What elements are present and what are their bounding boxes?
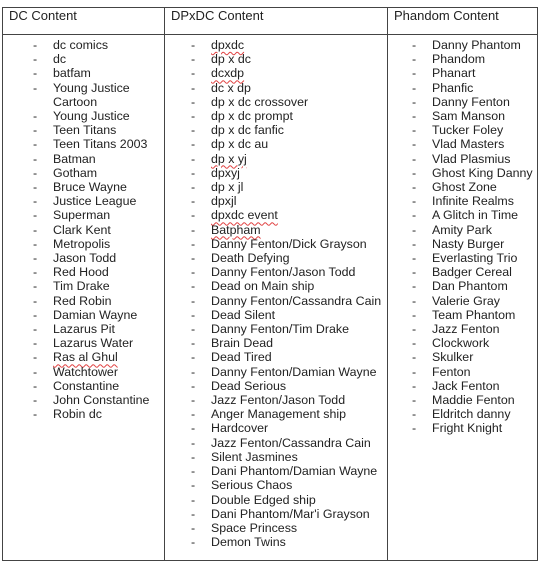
list-item (3, 223, 164, 237)
list-item-text: Anger Management ship (211, 407, 347, 422)
list-item (388, 194, 537, 208)
list-item-text: Team Phantom (432, 307, 516, 322)
list-item-text: dp x yj (211, 151, 247, 166)
list-item-text: Constantine (53, 378, 120, 393)
list-item (165, 279, 387, 293)
list-item (3, 350, 164, 364)
list-item (165, 265, 387, 279)
list-item-text: Maddie Fenton (432, 393, 515, 408)
list-item-text: Vlad Plasmius (432, 151, 511, 166)
list-item-text: Danny Phantom (432, 38, 521, 52)
list-item (388, 81, 537, 95)
list-item-text: Jazz Fenton/Jason Todd (211, 393, 346, 408)
list-item (165, 223, 387, 237)
list-item (3, 38, 164, 52)
list-item-text: Demon Twins (211, 535, 286, 550)
list-item (388, 308, 537, 322)
list-item (165, 66, 387, 80)
list-item (388, 137, 537, 151)
list-item-text: Young Justice Cartoon (53, 80, 130, 109)
list-item (388, 265, 537, 279)
list-item-text: Metropolis (53, 236, 111, 251)
list-item-text: dc (53, 52, 67, 67)
list-item (3, 294, 164, 308)
list-item-text: Dead Serious (211, 378, 287, 393)
list-item-text: dp x dc crossover (211, 94, 309, 109)
list-item-text: Eldritch danny (432, 407, 511, 422)
header-row (3, 8, 538, 35)
dpxdc-content-cell (165, 35, 388, 561)
list-item-text: dcxdp (211, 66, 245, 81)
list-item-text: dpxdc (211, 38, 245, 52)
list-item (388, 123, 537, 137)
list-item (165, 478, 387, 492)
list-item-text: Danny Fenton/Cassandra Cain (211, 293, 382, 308)
list-item-text: Clockwork (432, 336, 490, 351)
phandom-content-list (388, 38, 537, 436)
list-item (165, 350, 387, 364)
list-item (165, 180, 387, 194)
list-item-text: Phanfic (432, 80, 474, 95)
list-item (3, 393, 164, 407)
list-item-text: John Constantine (53, 393, 150, 408)
list-item-text: dp x jl (211, 180, 244, 195)
list-item (3, 237, 164, 251)
list-item (3, 265, 164, 279)
list-item (165, 308, 387, 322)
list-item (165, 294, 387, 308)
list-item-text: dp x dc prompt (211, 109, 293, 124)
list-item (3, 52, 164, 66)
list-item-text: Ras al Ghul (53, 350, 118, 365)
dpxdc-content-header: DPxDC Content (165, 8, 388, 35)
list-item (3, 365, 164, 379)
list-item (388, 294, 537, 308)
list-item-text: A Glitch in Time (432, 208, 519, 223)
body-row (3, 35, 538, 561)
list-item (3, 322, 164, 336)
list-item-text: Robin dc (53, 407, 102, 422)
list-item (3, 208, 164, 222)
list-item (3, 251, 164, 265)
list-item-text: Fenton (432, 364, 471, 379)
list-item-text: Batman (53, 151, 96, 166)
list-item (165, 208, 387, 222)
list-item (165, 109, 387, 123)
list-item (165, 336, 387, 350)
list-item-text: Ghost Zone (432, 180, 497, 195)
list-item-text: Dani Phantom/Damian Wayne (211, 464, 378, 479)
list-item-text: Silent Jasmines (211, 449, 298, 464)
list-item-text: dpxjl (211, 194, 237, 209)
list-item (3, 81, 164, 109)
list-item (388, 336, 537, 350)
list-item (165, 436, 387, 450)
list-item-text: Space Princess (211, 520, 298, 535)
list-item (388, 66, 537, 80)
list-item-text: Tim Drake (53, 279, 110, 294)
list-item (388, 208, 537, 222)
phandom-content-header: Phandom Content (388, 8, 538, 35)
list-item (388, 52, 537, 66)
list-item (3, 152, 164, 166)
list-item-text: Dead Silent (211, 307, 276, 322)
list-item (3, 109, 164, 123)
list-item-text: dc comics (53, 38, 109, 52)
list-item-text: Bruce Wayne (53, 180, 127, 195)
list-item-text: Gotham (53, 165, 98, 180)
list-item (165, 322, 387, 336)
list-item-text: Nasty Burger (432, 236, 505, 251)
list-item-text: Jack Fenton (432, 378, 500, 393)
list-item (165, 137, 387, 151)
list-item-text: dpxdc event (211, 208, 278, 223)
list-item (165, 81, 387, 95)
list-item (388, 223, 537, 237)
list-item-text: Young Justice (53, 109, 130, 124)
list-item (388, 95, 537, 109)
list-item (3, 279, 164, 293)
list-item-text: Vlad Masters (432, 137, 505, 152)
list-item (388, 279, 537, 293)
list-item (165, 237, 387, 251)
list-item-text: Batpham (211, 222, 261, 237)
list-item (388, 166, 537, 180)
list-item-text: Dead Tired (211, 350, 272, 365)
list-item-text: Danny Fenton/Jason Todd (211, 265, 356, 280)
list-item-text: Justice League (53, 194, 137, 209)
list-item (388, 322, 537, 336)
list-item-text: Phandom (432, 52, 486, 67)
list-item (388, 38, 537, 52)
list-item (165, 521, 387, 535)
list-item (3, 180, 164, 194)
list-item-text: Everlasting Trio (432, 251, 518, 266)
list-item (165, 123, 387, 137)
list-item (388, 180, 537, 194)
list-item (165, 38, 387, 52)
list-item-text: Phanart (432, 66, 476, 81)
list-item-text: Danny Fenton/Dick Grayson (211, 236, 367, 251)
list-item-text: Badger Cereal (432, 265, 512, 280)
list-item-text: Clark Kent (53, 222, 111, 237)
list-item-text: Danny Fenton (432, 94, 510, 109)
list-item (165, 393, 387, 407)
list-item-text: dp x dc (211, 52, 251, 67)
list-item-text: Serious Chaos (211, 478, 293, 493)
list-item-text: Dan Phantom (432, 279, 508, 294)
list-item-text: Jason Todd (53, 251, 117, 266)
dc-content-header: DC Content (3, 8, 165, 35)
list-item (165, 152, 387, 166)
list-item (165, 450, 387, 464)
list-item-text: Sam Manson (432, 109, 506, 124)
list-item-text: Amity Park (432, 222, 492, 237)
list-item-text: batfam (53, 66, 91, 81)
list-item-text: Teen Titans 2003 (53, 137, 148, 152)
list-item-text: Fright Knight (432, 421, 503, 436)
list-item (165, 407, 387, 421)
list-item-text: Ghost King Danny (432, 165, 533, 180)
list-item (388, 421, 537, 435)
list-item-text: dp x dc fanfic (211, 123, 285, 138)
list-item (3, 123, 164, 137)
list-item (3, 379, 164, 393)
list-item (3, 166, 164, 180)
list-item-text: Hardcover (211, 421, 269, 436)
list-item (165, 52, 387, 66)
list-item (165, 493, 387, 507)
list-item (165, 194, 387, 208)
list-item-text: Double Edged ship (211, 492, 316, 507)
list-item (165, 365, 387, 379)
list-item-text: Death Defying (211, 251, 290, 266)
list-item-text: Danny Fenton/Tim Drake (211, 322, 349, 337)
list-item (3, 194, 164, 208)
list-item (165, 507, 387, 521)
list-item-text: Red Robin (53, 293, 112, 308)
list-item (3, 66, 164, 80)
list-item-text: dp x dc au (211, 137, 269, 152)
list-item-text: Jazz Fenton/Cassandra Cain (211, 435, 371, 450)
list-item (388, 350, 537, 364)
list-item (388, 379, 537, 393)
list-item-text: dc x dp (211, 80, 251, 95)
list-item-text: Dead on Main ship (211, 279, 315, 294)
list-item (165, 379, 387, 393)
list-item (388, 365, 537, 379)
list-item-text: Skulker (432, 350, 474, 365)
list-item (165, 166, 387, 180)
list-item-text: dpxyj (211, 165, 240, 180)
list-item-text: Teen Titans (53, 123, 117, 138)
content-table (2, 7, 538, 561)
list-item (3, 137, 164, 151)
dc-content-cell (3, 35, 165, 561)
list-item (3, 407, 164, 421)
list-item (165, 251, 387, 265)
list-item-text: Lazarus Pit (53, 322, 115, 337)
list-item-text: Jazz Fenton (432, 322, 500, 337)
list-item (388, 109, 537, 123)
list-item-text: Valerie Gray (432, 293, 500, 308)
list-item (388, 237, 537, 251)
list-item-text: Lazarus Water (53, 336, 134, 351)
list-item (3, 308, 164, 322)
list-item-text: Infinite Realms (432, 194, 514, 209)
list-item (388, 251, 537, 265)
list-item (3, 336, 164, 350)
list-item (165, 535, 387, 549)
list-item-text: Damian Wayne (53, 307, 138, 322)
list-item-text: Tucker Foley (432, 123, 504, 138)
list-item-text: Dani Phantom/Mar'i Grayson (211, 506, 370, 521)
dc-content-list (3, 38, 164, 421)
list-item (165, 464, 387, 478)
list-item (388, 152, 537, 166)
list-item-text: Brain Dead (211, 336, 273, 351)
dpxdc-content-list (165, 38, 387, 549)
list-item (165, 421, 387, 435)
list-item (388, 393, 537, 407)
list-item (388, 407, 537, 421)
list-item (165, 95, 387, 109)
list-item-text: Watchtower (53, 364, 118, 379)
phandom-content-cell (388, 35, 538, 561)
list-item-text: Superman (53, 208, 111, 223)
list-item-text: Danny Fenton/Damian Wayne (211, 364, 377, 379)
list-item-text: Red Hood (53, 265, 109, 280)
